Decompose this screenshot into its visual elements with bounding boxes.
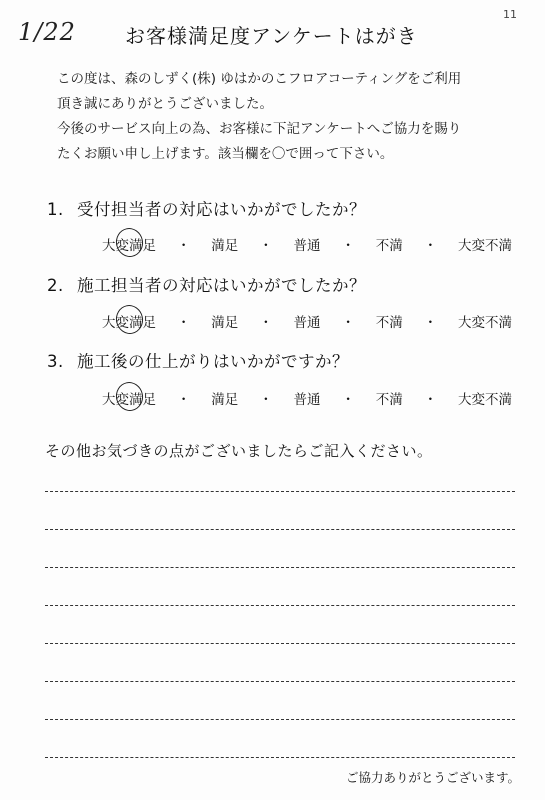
option-label: 満足 <box>211 392 239 408</box>
option-very-satisfied[interactable] <box>102 388 156 408</box>
question-3 <box>47 348 349 372</box>
separator: ・ <box>423 392 438 408</box>
separator: ・ <box>341 238 355 254</box>
separator: ・ <box>259 315 273 331</box>
intro-line: 今後のサービス向上の為、お客様に下記アンケートへご協力を賜り <box>57 121 462 137</box>
separator: ・ <box>423 315 438 331</box>
question-number: 1. <box>47 200 64 219</box>
option-label: 満足 <box>211 238 239 254</box>
option-label: 満足 <box>211 315 239 331</box>
option-very-satisfied[interactable] <box>102 234 156 254</box>
question-text: 受付担当者の対応はいかがでしたか？ <box>77 200 366 219</box>
separator: ・ <box>259 392 273 408</box>
question-text: 施工担当者の対応はいかがでしたか？ <box>77 276 366 295</box>
option-satisfied[interactable] <box>211 388 238 408</box>
option-label: 普通 <box>293 238 321 254</box>
comments-prompt: その他お気づきの点がございましたらご記入ください。 <box>45 442 433 460</box>
rating-options-3 <box>102 388 512 408</box>
option-label: 不満 <box>375 238 403 254</box>
question-number: 3. <box>47 352 64 371</box>
option-dissatisfied[interactable] <box>376 388 403 408</box>
separator: ・ <box>176 392 191 408</box>
corner-mark: 11 <box>503 8 517 21</box>
option-label: 不満 <box>375 392 403 408</box>
comment-line[interactable] <box>45 605 515 606</box>
option-dissatisfied[interactable] <box>376 234 403 254</box>
rating-options-1 <box>102 234 512 254</box>
option-very-dissatisfied[interactable] <box>458 311 512 331</box>
option-very-dissatisfied[interactable] <box>458 388 512 408</box>
option-label: 大変不満 <box>458 315 512 331</box>
thanks-message: ご協力ありがとうございます。 <box>345 770 520 785</box>
option-neutral[interactable] <box>294 234 321 254</box>
separator: ・ <box>341 392 355 408</box>
option-label: 大変満足 <box>102 392 156 408</box>
option-satisfied[interactable] <box>211 234 238 254</box>
option-label: 大変満足 <box>102 315 156 331</box>
question-number: 2. <box>47 276 64 295</box>
separator: ・ <box>176 238 191 254</box>
handwritten-date: 1/22 <box>18 18 76 46</box>
option-very-satisfied[interactable] <box>102 311 156 331</box>
option-neutral[interactable] <box>294 388 321 408</box>
intro-line: たくお願い申し上げます。該当欄を〇で囲って下さい。 <box>57 146 394 162</box>
comment-line[interactable] <box>45 757 515 758</box>
question-2 <box>47 272 366 296</box>
question-1 <box>47 196 366 220</box>
page-title: お客様満足度アンケートはがき <box>125 24 418 48</box>
separator: ・ <box>176 315 191 331</box>
separator: ・ <box>423 238 438 254</box>
intro-line: 頂き誠にありがとうございました。 <box>57 96 273 112</box>
comment-line[interactable] <box>45 567 515 568</box>
option-neutral[interactable] <box>294 311 321 331</box>
comment-line[interactable] <box>45 681 515 682</box>
option-very-dissatisfied[interactable] <box>458 234 512 254</box>
separator: ・ <box>341 315 355 331</box>
intro-text <box>57 67 527 167</box>
option-label: 普通 <box>293 392 321 408</box>
comment-line[interactable] <box>45 529 515 530</box>
comment-line[interactable] <box>45 719 515 720</box>
option-label: 大変不満 <box>458 238 512 254</box>
option-satisfied[interactable] <box>211 311 238 331</box>
intro-line: この度は、森のしずく(株) ゆはかのこフロアコーティングをご利用 <box>57 71 462 87</box>
option-dissatisfied[interactable] <box>376 311 403 331</box>
option-label: 普通 <box>293 315 321 331</box>
question-text: 施工後の仕上がりはいかがですか？ <box>77 352 349 371</box>
option-label: 大変不満 <box>458 392 512 408</box>
option-label: 不満 <box>375 315 403 331</box>
rating-options-2 <box>102 311 512 331</box>
separator: ・ <box>259 238 273 254</box>
comment-line[interactable] <box>45 643 515 644</box>
option-label: 大変満足 <box>102 238 156 254</box>
comment-line[interactable] <box>45 491 515 492</box>
